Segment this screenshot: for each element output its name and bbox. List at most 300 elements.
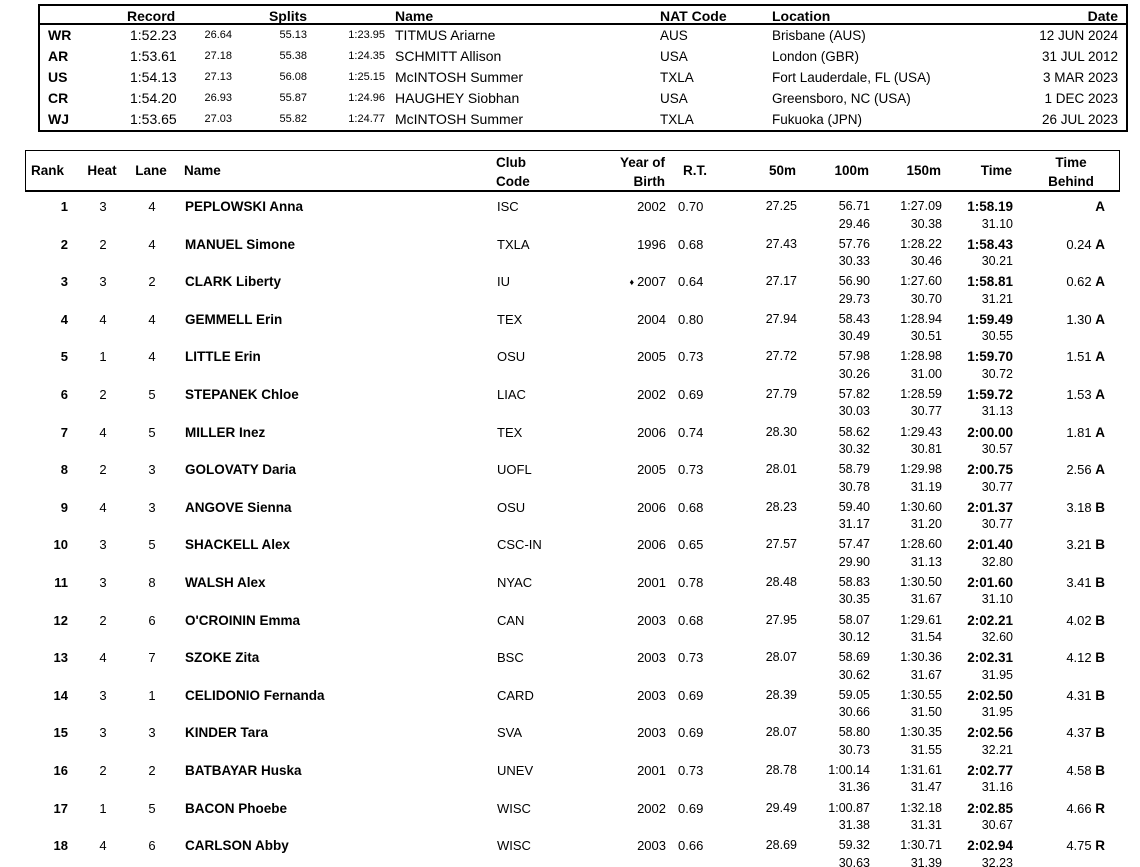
final-time-cell: 2:02.50: [967, 687, 1013, 703]
column-header-150m: 150m: [906, 163, 941, 178]
lap-split-last50: 32.21: [981, 742, 1013, 757]
club-code-cell: TXLA: [497, 236, 530, 252]
time-behind-cell: [983, 462, 1105, 477]
lap-split-100m: 30.66: [838, 705, 870, 720]
result-row: [0, 835, 1140, 867]
record-holder-name: SCHMITT Allison: [395, 48, 502, 64]
final-time-cell: 1:58.81: [967, 274, 1013, 290]
year-of-birth-cell: [566, 575, 666, 590]
lane-cell: 5: [148, 386, 156, 402]
reaction-time-cell: 0.68: [678, 612, 704, 628]
split-100m-cell: 1:00.87: [828, 800, 870, 815]
lap-split-150m: 31.19: [910, 479, 942, 494]
result-row: [0, 309, 1140, 347]
time-behind-value: 3.41: [1066, 574, 1092, 590]
time-behind-value: 1.81: [1066, 424, 1092, 440]
year-of-birth-value: 2001: [637, 574, 666, 590]
lap-split-last50: 31.10: [981, 592, 1013, 607]
qualification-letter: B: [1095, 687, 1105, 703]
record-date: 3 MAR 2023: [1042, 70, 1118, 85]
lap-split-last50: 32.60: [981, 630, 1013, 645]
split-50m-cell: 27.25: [765, 199, 797, 213]
result-row: [0, 384, 1140, 422]
swimmer-name: SZOKE Zita: [185, 650, 260, 666]
lap-split-100m: 31.38: [838, 818, 870, 832]
record-row: [40, 88, 1126, 109]
result-row: [0, 647, 1140, 685]
column-header-50m: 50m: [768, 163, 796, 178]
lane-cell: 8: [148, 574, 156, 590]
split-100m-cell: 56.71: [838, 199, 870, 213]
record-nat-code: TXLA: [660, 70, 694, 85]
lap-split-100m: 30.12: [838, 630, 870, 645]
result-row: [0, 610, 1140, 648]
year-of-birth-value: 2003: [637, 687, 666, 703]
time-behind-cell: [983, 688, 1105, 703]
lap-split-150m: 30.51: [910, 329, 942, 344]
lap-split-last50: 30.77: [981, 517, 1013, 532]
year-of-birth-cell: [566, 537, 666, 552]
lap-split-100m: 30.03: [838, 404, 870, 419]
split-100m-cell: 57.82: [838, 386, 870, 401]
club-code-cell: TEX: [497, 311, 523, 327]
lap-split-last50: 31.16: [981, 780, 1013, 795]
club-code-cell: CARD: [497, 687, 534, 703]
heat-cell: 4: [99, 650, 107, 666]
column-header-reaction-time: R.T.: [682, 163, 707, 178]
record-location: Brisbane (AUS): [772, 28, 866, 43]
result-row: [0, 572, 1140, 610]
yob-header-line2: Birth: [633, 174, 665, 189]
result-row: [0, 685, 1140, 723]
time-behind-cell: [983, 500, 1105, 515]
records-header-location: Location: [772, 8, 831, 24]
reaction-time-cell: 0.69: [678, 386, 704, 402]
qualification-letter: B: [1095, 499, 1105, 515]
reaction-time-cell: 0.69: [678, 687, 704, 703]
year-of-birth-cell: [566, 425, 666, 440]
rank-cell: 18: [53, 838, 68, 854]
record-nat-code: USA: [660, 49, 688, 64]
time-behind-cell: [983, 725, 1105, 740]
year-of-birth-value: 2006: [637, 424, 666, 440]
record-type: US: [48, 69, 68, 85]
heat-cell: 1: [99, 349, 107, 365]
column-header-time-behind: [1016, 153, 1126, 191]
lap-split-last50: 31.95: [981, 705, 1013, 720]
column-header-heat: Heat: [87, 163, 117, 178]
rank-cell: 12: [53, 612, 68, 628]
qualification-letter: R: [1095, 800, 1105, 816]
result-row: [0, 798, 1140, 836]
year-of-birth-value: 2004: [637, 311, 666, 327]
lap-split-150m: 30.70: [910, 291, 942, 306]
lap-split-150m: 30.81: [910, 442, 942, 457]
swimmer-name: GOLOVATY Daria: [185, 462, 297, 478]
lap-split-150m: 31.67: [910, 592, 942, 607]
split-150m-cell: 1:30.55: [900, 687, 942, 702]
lap-split-100m: 30.49: [838, 329, 870, 344]
record-split-50m: 26.64: [204, 29, 232, 41]
lane-cell: 6: [148, 612, 156, 628]
split-150m-cell: 1:30.35: [900, 725, 942, 740]
records-header-record: Record: [127, 8, 176, 24]
swimmer-name: CARLSON Abby: [185, 838, 289, 854]
club-header-line1: Club: [496, 155, 526, 170]
junior-diamond-icon: ♦: [629, 276, 635, 287]
heat-cell: 2: [99, 236, 107, 252]
final-time-cell: 2:02.21: [967, 612, 1013, 628]
lap-split-last50: 30.21: [981, 254, 1013, 269]
column-header-rank: Rank: [31, 163, 65, 178]
lap-split-100m: 29.90: [838, 554, 870, 569]
time-behind-value: 3.21: [1066, 537, 1092, 553]
club-code-cell: ISC: [497, 199, 519, 214]
split-50m-cell: 28.01: [765, 462, 797, 477]
qualification-letter: A: [1095, 386, 1105, 402]
lap-split-100m: 31.17: [838, 517, 870, 532]
record-nat-code: TXLA: [660, 112, 694, 127]
lap-split-100m: 29.46: [838, 216, 870, 231]
qualification-letter: A: [1095, 424, 1105, 440]
records-header-splits: Splits: [268, 8, 308, 24]
split-150m-cell: 1:30.50: [900, 574, 942, 589]
swimmer-name: CELIDONIO Fernanda: [185, 687, 325, 703]
record-split-100m: 56.08: [279, 71, 307, 83]
swimmer-name: BATBAYAR Huska: [185, 762, 302, 778]
year-of-birth-cell: [566, 349, 666, 364]
year-of-birth-cell: [566, 462, 666, 477]
reaction-time-cell: 0.73: [678, 462, 704, 478]
split-150m-cell: 1:28.59: [900, 386, 942, 401]
year-of-birth-value: 2005: [637, 349, 666, 365]
qualification-letter: A: [1095, 199, 1105, 214]
lap-split-100m: 30.62: [838, 667, 870, 682]
year-of-birth-cell: [566, 237, 666, 252]
qualification-letter: B: [1095, 762, 1105, 778]
qualification-letter: B: [1095, 725, 1105, 741]
time-behind-value: 4.58: [1066, 762, 1092, 778]
split-150m-cell: 1:29.43: [900, 424, 942, 439]
lap-split-150m: 31.00: [910, 366, 942, 381]
final-time-cell: 2:00.00: [967, 424, 1013, 440]
result-row: [0, 234, 1140, 272]
record-time: 1:54.13: [130, 69, 177, 85]
result-row: [0, 422, 1140, 460]
time-behind-value: 3.18: [1066, 499, 1092, 515]
swimmer-name: BACON Phoebe: [185, 800, 288, 816]
swimmer-name: KINDER Tara: [185, 725, 269, 741]
club-code-cell: UNEV: [497, 762, 534, 778]
year-of-birth-cell: [566, 801, 666, 816]
reaction-time-cell: 0.78: [678, 574, 704, 590]
swimmer-name: STEPANEK Chloe: [185, 386, 299, 402]
rank-cell: 10: [53, 537, 68, 553]
time-behind-value: 0.24: [1066, 236, 1092, 252]
records-rows: [40, 25, 1126, 130]
lap-split-100m: 30.63: [838, 855, 870, 867]
record-split-150m: 1:24.35: [348, 50, 385, 62]
lane-cell: 4: [148, 311, 156, 327]
behind-header-line1: Time: [1055, 155, 1087, 170]
split-50m-cell: 29.49: [765, 800, 797, 815]
club-code-cell: OSU: [497, 499, 526, 515]
time-behind-cell: [983, 537, 1105, 552]
lap-split-last50: 31.21: [981, 291, 1013, 306]
rank-cell: 5: [60, 349, 68, 365]
result-row: [0, 760, 1140, 798]
results-rows: [0, 196, 1140, 867]
split-100m-cell: 58.07: [838, 612, 870, 627]
lap-split-last50: 30.55: [981, 329, 1013, 344]
column-header-year-of-birth: [565, 153, 665, 191]
lane-cell: 5: [148, 800, 156, 816]
column-header-100m: 100m: [834, 163, 869, 178]
time-behind-cell: [983, 274, 1105, 289]
time-behind-cell: [983, 199, 1105, 214]
record-type: CR: [48, 90, 69, 106]
result-row: [0, 534, 1140, 572]
split-150m-cell: 1:32.18: [900, 800, 942, 815]
year-of-birth-value: 2002: [637, 386, 666, 402]
record-split-100m: 55.38: [279, 50, 307, 62]
lap-split-last50: 30.72: [981, 366, 1013, 381]
time-behind-value: 4.37: [1066, 725, 1092, 741]
lap-split-100m: 30.73: [838, 742, 870, 757]
split-50m-cell: 28.30: [765, 424, 797, 439]
split-50m-cell: 28.07: [765, 650, 797, 665]
record-split-150m: 1:24.96: [348, 92, 385, 104]
swimmer-name: WALSH Alex: [185, 574, 266, 590]
split-50m-cell: 27.95: [765, 612, 797, 627]
record-split-150m: 1:23.95: [348, 29, 385, 41]
final-time-cell: 2:02.56: [967, 725, 1013, 741]
split-150m-cell: 1:27.60: [900, 274, 942, 289]
reaction-time-cell: 0.70: [678, 199, 704, 214]
record-location: Fort Lauderdale, FL (USA): [772, 70, 931, 85]
records-table: [38, 4, 1128, 132]
qualification-letter: B: [1095, 612, 1105, 628]
split-150m-cell: 1:30.60: [900, 499, 942, 514]
lap-split-last50: 31.10: [981, 216, 1013, 231]
time-behind-cell: [983, 801, 1105, 816]
record-time: 1:53.65: [130, 111, 177, 127]
record-split-100m: 55.13: [279, 29, 307, 41]
final-time-cell: 1:59.72: [967, 386, 1013, 402]
lap-split-150m: 30.77: [910, 404, 942, 419]
lap-split-150m: 31.13: [910, 554, 942, 569]
record-location: Fukuoka (JPN): [772, 112, 863, 127]
heat-cell: 2: [99, 612, 107, 628]
year-of-birth-cell: [566, 650, 666, 665]
lane-cell: 3: [148, 499, 156, 515]
split-100m-cell: 59.40: [838, 499, 870, 514]
record-split-150m: 1:24.77: [348, 113, 385, 125]
club-code-cell: WISC: [497, 800, 531, 816]
result-row: [0, 497, 1140, 535]
reaction-time-cell: 0.65: [678, 537, 704, 553]
year-of-birth-cell: [566, 725, 666, 740]
qualification-letter: A: [1095, 311, 1105, 327]
time-behind-value: 2.56: [1066, 462, 1092, 478]
record-holder-name: TITMUS Ariarne: [395, 27, 496, 43]
behind-header-line2: Behind: [1048, 174, 1094, 189]
record-row: [40, 25, 1126, 46]
split-150m-cell: 1:30.71: [900, 838, 942, 853]
year-of-birth-value: 1996: [637, 236, 666, 252]
record-type: AR: [48, 48, 69, 64]
swimmer-name: PEPLOWSKI Anna: [185, 199, 304, 214]
time-behind-value: 1.30: [1066, 311, 1092, 327]
final-time-cell: 1:58.19: [967, 199, 1013, 214]
lap-split-150m: 31.54: [910, 630, 942, 645]
results-header-row: [25, 150, 1120, 192]
lap-split-last50: 32.23: [981, 855, 1013, 867]
reaction-time-cell: 0.66: [678, 838, 704, 854]
result-row: [0, 196, 1140, 234]
lap-split-last50: 31.13: [981, 404, 1013, 419]
year-of-birth-value: 2003: [637, 612, 666, 628]
year-of-birth-cell: [566, 312, 666, 327]
year-of-birth-value: 2006: [637, 499, 666, 515]
reaction-time-cell: 0.64: [678, 274, 704, 290]
column-header-club-code: [496, 153, 530, 191]
lane-cell: 2: [148, 274, 156, 290]
record-holder-name: HAUGHEY Siobhan: [395, 90, 520, 106]
reaction-time-cell: 0.73: [678, 762, 704, 778]
time-behind-cell: [983, 387, 1105, 402]
lane-cell: 7: [148, 650, 156, 666]
rank-cell: 3: [60, 274, 68, 290]
record-date: 26 JUL 2023: [1041, 112, 1118, 127]
time-behind-value: 4.75: [1066, 838, 1092, 854]
final-time-cell: 1:59.70: [967, 349, 1013, 365]
split-100m-cell: 57.98: [838, 349, 870, 364]
qualification-letter: A: [1095, 274, 1105, 290]
swimmer-name: ANGOVE Sienna: [185, 499, 292, 515]
record-type: WR: [48, 27, 72, 43]
lane-cell: 3: [148, 462, 156, 478]
heat-cell: 4: [99, 499, 107, 515]
split-100m-cell: 57.47: [838, 537, 870, 552]
column-header-lane: Lane: [135, 163, 167, 178]
split-100m-cell: 58.79: [838, 462, 870, 477]
records-header-name: Name: [395, 8, 434, 24]
lap-split-150m: 31.67: [910, 667, 942, 682]
split-50m-cell: 27.94: [765, 311, 797, 326]
result-row: [0, 346, 1140, 384]
time-behind-cell: [983, 312, 1105, 327]
lap-split-100m: 30.32: [838, 442, 870, 457]
reaction-time-cell: 0.69: [678, 725, 704, 741]
club-header-line2: Code: [496, 174, 530, 189]
year-of-birth-value: 2003: [637, 725, 666, 741]
record-date: 31 JUL 2012: [1041, 49, 1118, 64]
final-time-cell: 2:02.94: [967, 838, 1013, 854]
split-150m-cell: 1:31.61: [900, 762, 942, 777]
record-date: 1 DEC 2023: [1044, 91, 1118, 106]
year-of-birth-cell: [566, 838, 666, 853]
lap-split-150m: 30.38: [910, 216, 942, 231]
time-behind-cell: [983, 425, 1105, 440]
lap-split-100m: 30.26: [838, 366, 870, 381]
split-150m-cell: 1:30.36: [900, 650, 942, 665]
qualification-letter: B: [1095, 537, 1105, 553]
heat-cell: 2: [99, 386, 107, 402]
record-split-50m: 27.03: [204, 113, 232, 125]
time-behind-cell: [983, 237, 1105, 252]
reaction-time-cell: 0.80: [678, 311, 704, 327]
swimmer-name: LITTLE Erin: [185, 349, 261, 365]
club-code-cell: NYAC: [497, 574, 533, 590]
swimmer-name: O'CROININ Emma: [185, 612, 300, 628]
year-of-birth-cell: [566, 500, 666, 515]
club-code-cell: TEX: [497, 424, 523, 440]
heat-cell: 4: [99, 424, 107, 440]
records-header-date: Date: [1087, 8, 1118, 24]
heat-cell: 3: [99, 687, 107, 703]
final-time-cell: 2:00.75: [967, 462, 1013, 478]
rank-cell: 8: [60, 462, 68, 478]
time-behind-value: 1.51: [1066, 349, 1092, 365]
swimmer-name: GEMMELL Erin: [185, 311, 283, 327]
record-nat-code: AUS: [660, 28, 688, 43]
final-time-cell: 2:01.40: [967, 537, 1013, 553]
reaction-time-cell: 0.68: [678, 499, 704, 515]
yob-header-line1: Year of: [619, 155, 665, 170]
qualification-letter: A: [1095, 462, 1105, 478]
record-row: [40, 67, 1126, 88]
year-of-birth-cell: [566, 387, 666, 402]
split-150m-cell: 1:29.98: [900, 462, 942, 477]
split-150m-cell: 1:28.94: [900, 311, 942, 326]
qualification-letter: B: [1095, 650, 1105, 666]
record-row: [40, 109, 1126, 130]
year-of-birth-value: 2002: [637, 800, 666, 816]
lap-split-150m: 31.39: [910, 855, 942, 867]
lap-split-last50: 30.57: [981, 442, 1013, 457]
record-nat-code: USA: [660, 91, 688, 106]
lap-split-100m: 30.78: [838, 479, 870, 494]
rank-cell: 11: [54, 574, 68, 590]
split-150m-cell: 1:28.98: [900, 349, 942, 364]
final-time-cell: 2:02.77: [967, 762, 1013, 778]
club-code-cell: BSC: [497, 650, 524, 666]
time-behind-value: 1.53: [1066, 386, 1092, 402]
lap-split-last50: 30.77: [981, 479, 1013, 494]
heat-cell: 3: [99, 537, 107, 553]
result-row: [0, 459, 1140, 497]
lane-cell: 1: [148, 687, 156, 703]
split-50m-cell: 27.17: [765, 274, 797, 289]
year-of-birth-cell: [566, 688, 666, 703]
lane-cell: 4: [148, 199, 156, 214]
lane-cell: 3: [148, 725, 156, 741]
qualification-letter: A: [1095, 349, 1105, 365]
result-row: [0, 271, 1140, 309]
lap-split-150m: 30.46: [910, 254, 942, 269]
rank-cell: 9: [60, 499, 68, 515]
lap-split-last50: 32.80: [981, 554, 1013, 569]
time-behind-value: 4.66: [1066, 800, 1092, 816]
lap-split-last50: 30.67: [981, 818, 1013, 832]
split-50m-cell: 27.79: [765, 386, 797, 401]
final-time-cell: 2:02.31: [967, 650, 1013, 666]
club-code-cell: LIAC: [497, 386, 526, 402]
rank-cell: 13: [53, 650, 68, 666]
club-code-cell: OSU: [497, 349, 526, 365]
lap-split-100m: 29.73: [838, 291, 870, 306]
